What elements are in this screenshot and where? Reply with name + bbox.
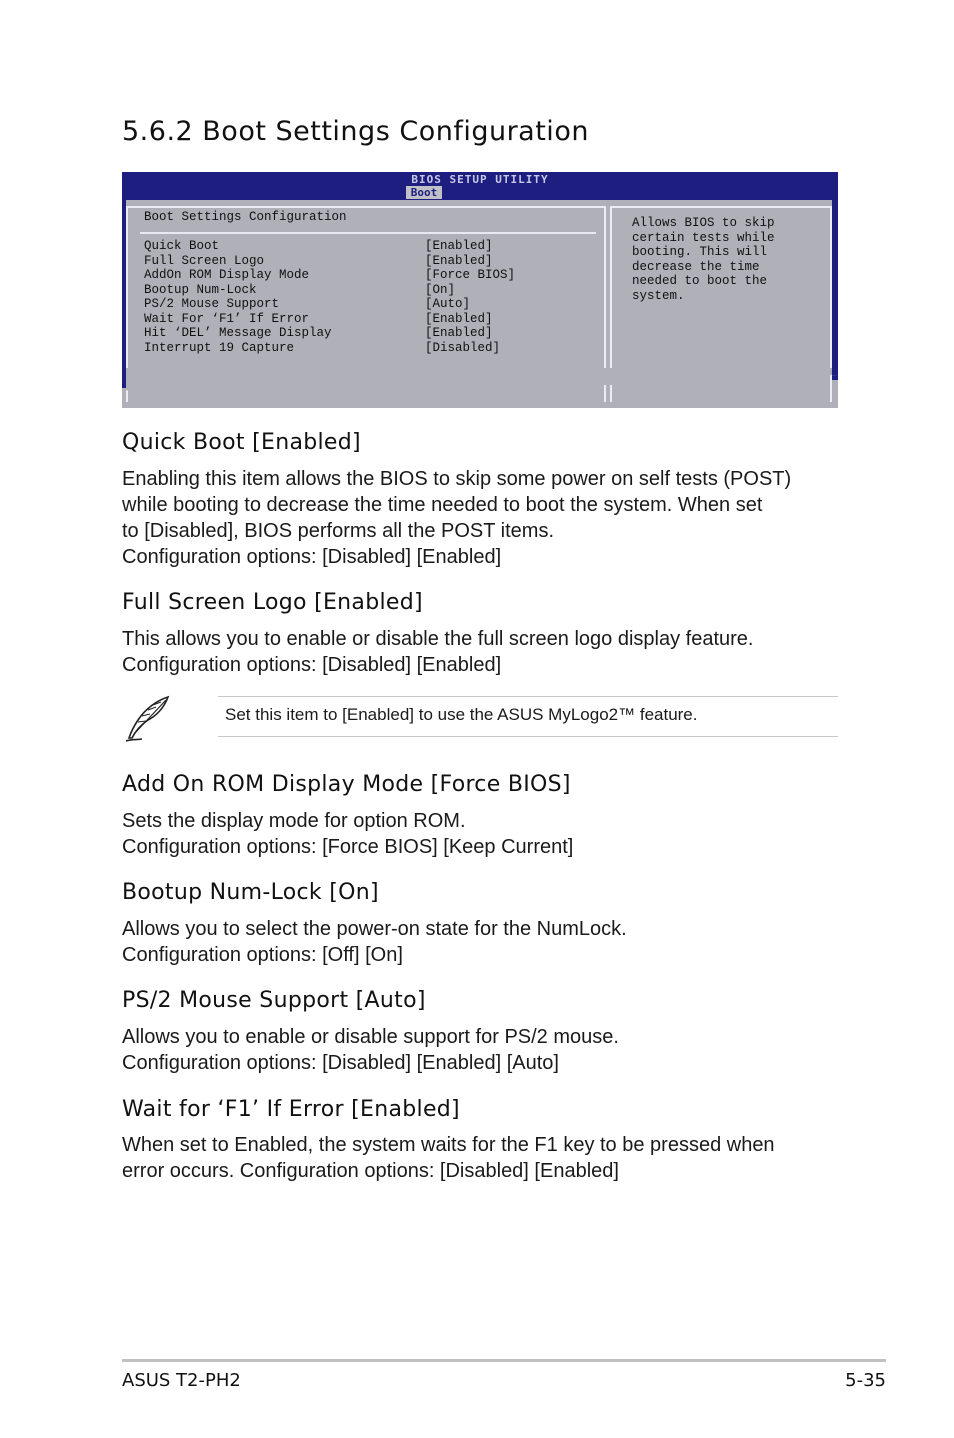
paragraph-line: to [Disabled], BIOS performs all the POST items. <box>122 520 555 542</box>
bios-section-title: Boot Settings Configuration <box>144 210 347 224</box>
bios-item-full-screen-logo[interactable] <box>144 254 584 269</box>
bios-item-value[interactable]: [Disabled] <box>425 340 501 355</box>
bios-item-label: Hit ‘DEL’ Message Display <box>144 326 332 340</box>
heading-ps2-mouse-support: PS/2 Mouse Support [Auto] <box>122 988 426 1013</box>
bios-item-label: Interrupt 19 Capture <box>144 340 295 355</box>
paragraph-line: error occurs. Configuration options: [Disabled] [Enabled] <box>122 1160 619 1182</box>
heading-bootup-num-lock: Bootup Num-Lock [On] <box>122 880 379 905</box>
heading-wait-for-f1: Wait for ‘F1’ If Error [Enabled] <box>122 1097 460 1122</box>
bios-item-quick-boot[interactable] <box>144 239 584 254</box>
paragraph-line: This allows you to enable or disable the full screen logo display feature. <box>122 628 754 650</box>
bios-item-hit-del-message[interactable] <box>144 326 584 341</box>
bios-item-value[interactable]: [Enabled] <box>425 311 493 326</box>
paragraph-ps2-mouse-support <box>122 1024 838 1076</box>
note-rule-bottom <box>218 736 838 737</box>
paragraph-line: Configuration options: [Off] [On] <box>122 944 403 966</box>
paragraph-full-screen-logo <box>122 626 838 678</box>
paragraph-line: When set to Enabled, the system waits for the F1 key to be pressed when <box>122 1134 775 1156</box>
footer-page-number: 5-35 <box>845 1370 886 1391</box>
bios-item-addon-rom-display-mode[interactable] <box>144 268 584 283</box>
page-title: 5.6.2 Boot Settings Configuration <box>122 116 589 147</box>
bios-help-line: certain tests while <box>632 230 775 245</box>
paragraph-line: Allows you to select the power-on state for the NumLock. <box>122 918 627 940</box>
paragraph-line: while booting to decrease the time needed to boot the system. When set <box>122 494 763 516</box>
bios-item-label: AddOn ROM Display Mode <box>144 268 310 282</box>
paragraph-line: Configuration options: [Disabled] [Enabled] [Auto] <box>122 1052 559 1074</box>
paragraph-line: Allows you to enable or disable support for PS/2 mouse. <box>122 1026 619 1048</box>
bios-item-label: PS/2 Mouse Support <box>144 297 280 311</box>
bios-item-value[interactable]: [Enabled] <box>425 326 493 340</box>
paragraph-line: Enabling this item allows the BIOS to skip some power on self tests (POST) <box>122 468 792 490</box>
note-rule-top <box>218 696 838 697</box>
bios-utility-title: BIOS SETUP UTILITY <box>411 173 549 186</box>
bios-item-ps2-mouse-support[interactable] <box>144 297 584 312</box>
bios-item-label: Bootup Num-Lock <box>144 282 257 297</box>
note-text: Set this item to [Enabled] to use the ASUS MyLogo2™ feature. <box>225 705 698 724</box>
bios-item-label: Wait For ‘F1’ If Error <box>144 311 310 326</box>
bios-help-line: Allows BIOS to skip <box>632 216 775 230</box>
paragraph-line: Configuration options: [Disabled] [Enabled] <box>122 546 502 568</box>
bios-border-left <box>122 200 126 380</box>
heading-full-screen-logo: Full Screen Logo [Enabled] <box>122 590 423 615</box>
paragraph-quick-boot <box>122 466 838 570</box>
bios-help-text <box>632 216 824 303</box>
bios-item-label: Full Screen Logo <box>144 253 265 268</box>
paragraph-wait-for-f1 <box>122 1132 838 1184</box>
paragraph-line: Sets the display mode for option ROM. <box>122 810 466 832</box>
bios-help-line: needed to boot the <box>632 274 768 288</box>
feather-pen-icon <box>122 694 174 744</box>
bios-tab-boot[interactable]: Boot <box>406 186 442 199</box>
note-box <box>122 692 838 744</box>
bios-item-value[interactable]: [Auto] <box>425 297 471 311</box>
footer-rule <box>122 1359 886 1362</box>
heading-quick-boot: Quick Boot [Enabled] <box>122 430 361 455</box>
bios-separator <box>140 232 596 234</box>
bios-border-right <box>832 200 838 380</box>
paragraph-addon-rom-display-mode <box>122 808 838 860</box>
bios-item-interrupt-19-capture[interactable] <box>144 341 584 356</box>
footer-product-name: ASUS T2-PH2 <box>122 1370 241 1391</box>
paragraph-line: Configuration options: [Force BIOS] [Keep Current] <box>122 836 574 858</box>
bios-item-value[interactable]: [Force BIOS] <box>425 268 516 282</box>
bios-item-bootup-num-lock[interactable] <box>144 283 584 298</box>
bios-screenshot <box>122 172 838 408</box>
paragraph-line: Configuration options: [Disabled] [Enabled] <box>122 654 502 676</box>
bios-help-line: booting. This will <box>632 245 768 259</box>
bios-item-label: Quick Boot <box>144 239 220 253</box>
bios-item-wait-for-f1[interactable] <box>144 312 584 327</box>
bios-help-line: decrease the time <box>632 259 760 274</box>
torn-edge <box>122 368 838 410</box>
bios-item-value[interactable]: [On] <box>425 282 456 297</box>
paragraph-bootup-num-lock <box>122 916 838 968</box>
bios-item-list <box>144 239 584 355</box>
heading-addon-rom-display-mode: Add On ROM Display Mode [Force BIOS] <box>122 772 571 797</box>
bios-item-value[interactable]: [Enabled] <box>425 253 493 268</box>
bios-item-value[interactable]: [Enabled] <box>425 239 493 253</box>
bios-help-line: system. <box>632 288 685 303</box>
bios-titlebar <box>122 172 838 200</box>
